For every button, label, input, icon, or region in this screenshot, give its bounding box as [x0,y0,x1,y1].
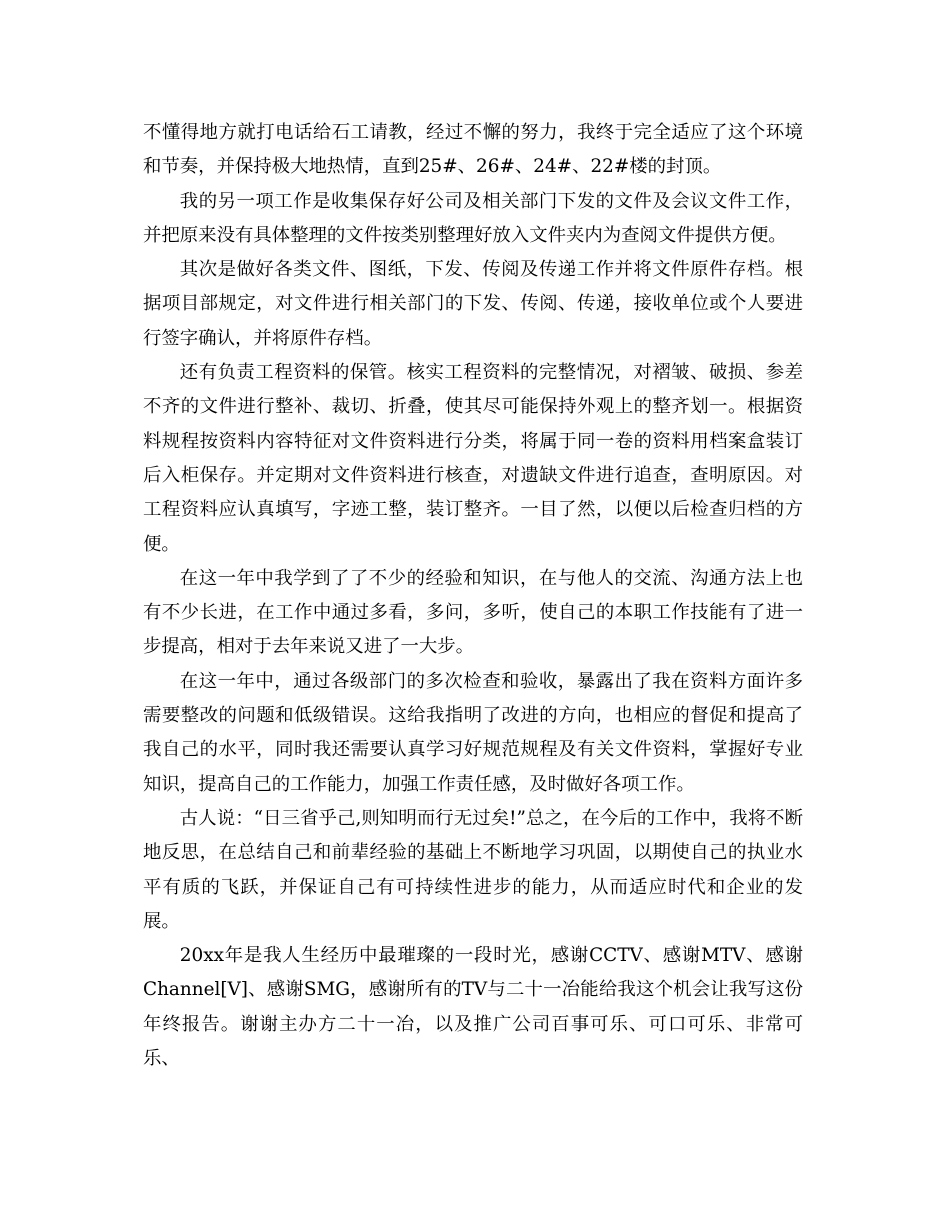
paragraph-7: 古人说：“日三省乎己,则知明而行无过矣!”总之，在今后的工作中，我将不断地反思，在总结自己和前辈经验的基础上不断地学习巩固，以期使自己的执业水平有质的飞跃，并保证自己有可持续性进步的能力，从而适应时代和企业的发展。 [143,807,803,932]
paragraph-4: 还有负责工程资料的保管。核实工程资料的完整情况，对褶皱、破损、参差不齐的文件进行整补、裁切、折叠，使其尽可能保持外观上的整齐划一。根据资料规程按资料内容特征对文件资料进行分类，将属于同一卷的资料用档案盒装订后入柜保存。并定期对文件资料进行核查，对遗缺文件进行追查，查明原因。对工程资料应认真填写，字迹工整，装订整齐。一目了然，以便以后检查归档的方便。 [143,362,803,555]
paragraph-5: 在这一年中我学到了了不少的经验和知识，在与他人的交流、沟通方法上也有不少长进，在工作中通过多看，多问，多听，使自己的本职工作技能有了进一步提高，相对于去年来说又进了一大步。 [143,567,803,658]
paragraph-6: 在这一年中，通过各级部门的多次检查和验收，暴露出了我在资料方面许多需要整改的问题和低级错误。这给我指明了改进的方向，也相应的督促和提高了我自己的水平，同时我还需要认真学习好规范规程及有关文件资料，掌握好专业知识，提高自己的工作能力，加强工作责任感，及时做好各项工作。 [143,670,803,795]
paragraph-3: 其次是做好各类文件、图纸，下发、传阅及传递工作并将文件原件存档。根据项目部规定，对文件进行相关部门的下发、传阅、传递，接收单位或个人要进行签字确认，并将原件存档。 [143,259,803,349]
document-body [143,116,803,1076]
paragraph-8: 20xx年是我人生经历中最璀璨的一段时光，感谢CCTV、感谢MTV、感谢Channel[V]、感谢SMG，感谢所有的TV与二十一冶能给我这个机会让我写这份年终报告。谢谢主办方二十一冶，以及推广公司百事可乐、可口可乐、非常可乐、 [143,945,803,1070]
paragraph-1: 不懂得地方就打电话给石工请教，经过不懈的努力，我终于完全适应了这个环境和节奏，并保持极大地热情，直到25#、26#、24#、22#楼的封顶。 [143,122,803,178]
paragraph-2: 我的另一项工作是收集保存好公司及相关部门下发的文件及会议文件工作，并把原来没有具体整理的文件按类别整理好放入文件夹内为查阅文件提供方便。 [143,190,803,246]
